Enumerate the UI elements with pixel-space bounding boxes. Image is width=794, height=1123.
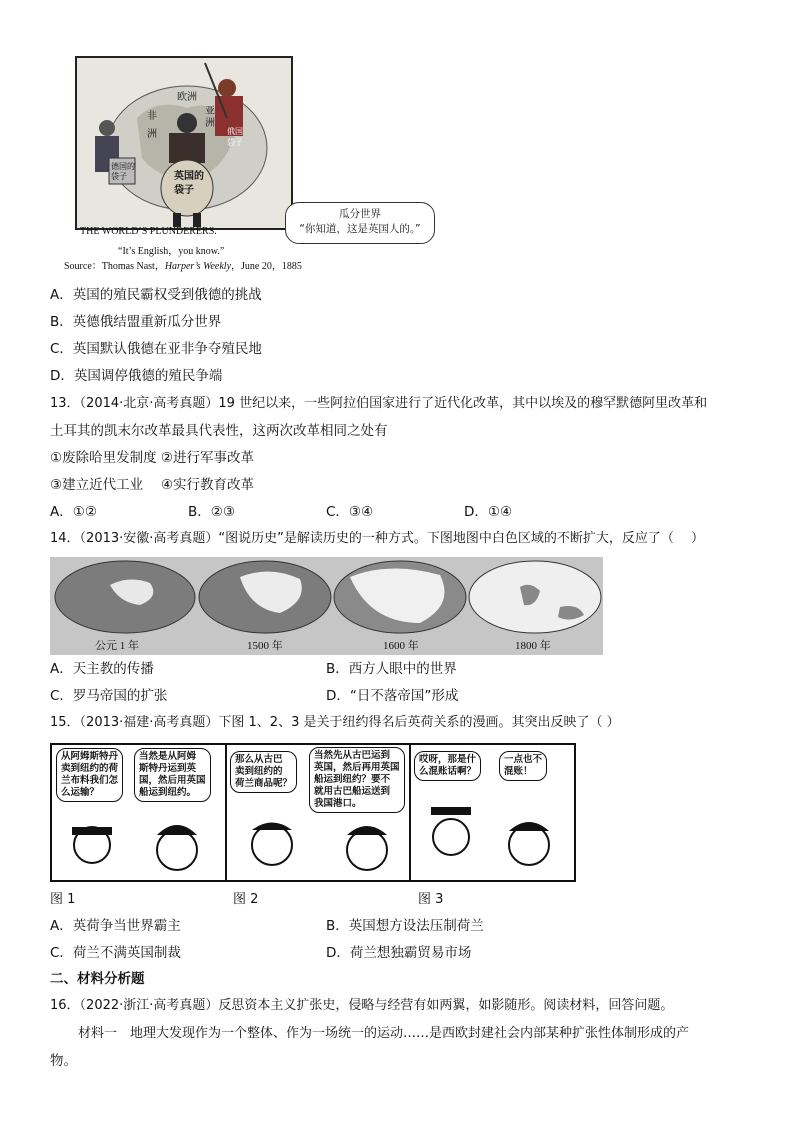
q15-stem: 15．（2013·福建·高考真题）下图 1、2、3 是关于纽约得名后英荷关系的漫画。其突出反映了（ ）: [50, 715, 620, 730]
fig-label-1: 图 1: [50, 892, 76, 907]
q15-option-c: C．荷兰不满英国制裁: [50, 945, 181, 961]
q12-option-c: C．英国默认俄德在亚非争夺殖民地: [50, 341, 262, 357]
cartoon-source: [64, 257, 302, 272]
q13-option-d: D．①④: [464, 504, 513, 520]
q16-material1-line2: 物。: [50, 1053, 77, 1069]
comic-panel-3: [411, 745, 574, 880]
q12-option-d: D．英国调停俄德的殖民争端: [50, 368, 223, 384]
section-heading: 二、材料分析题: [50, 971, 145, 987]
world-maps-strip: [50, 557, 603, 655]
speech-3: 那么从古巴 卖到纽约的 荷兰商品呢？: [230, 751, 297, 793]
label-africa: 非洲: [147, 111, 157, 140]
cartoon-source-journal: Harper’s Weekly: [164, 261, 232, 272]
speech-6: 一点也不 混账！: [499, 751, 547, 781]
label-europe: 欧洲: [177, 92, 197, 103]
bubble-text: “你知道，这是英国人的。”: [299, 223, 421, 235]
cartoon-title: THE WORLD’S PLUNDERERS.: [80, 226, 217, 237]
speech-1: 从阿姆斯特丹 卖到纽约的荷 兰布料我们怎 么运输？: [56, 748, 123, 802]
q14-option-c: C．罗马帝国的扩张: [50, 688, 168, 704]
q13-stem-line1: 13．（2014·北京·高考真题）19 世纪以来，一些阿拉伯国家进行了近代化改革，其中以埃及的穆罕默德阿里改革和: [50, 396, 708, 411]
cartoon-world-plunderers: [75, 56, 293, 230]
cartoon-source-prefix: Source：Thomas Nast，: [64, 261, 165, 272]
q14-stem: 14．（2013·安徽·高考真题）“图说历史”是解读历史的一种方式。下图地图中白色区域的不断扩大，反应了（ ）: [50, 531, 704, 546]
label-english-bag: 英国的 袋子: [174, 171, 204, 196]
cartoon-quote: “It’s English，you know.”: [118, 246, 225, 257]
speech-2: 当然是从阿姆 斯特丹运到英 国，然后用英国 船运到纽约。: [134, 748, 211, 802]
q13-items-1: ①废除哈里发制度 ②进行军事改革: [50, 450, 254, 466]
q15-option-a: A．英荷争当世界霸主: [50, 918, 181, 934]
label-asia: 亚洲: [205, 106, 215, 129]
q14-option-b: B．西方人眼中的世界: [326, 661, 457, 677]
cartoon-source-date: ，June 20，1885: [231, 261, 302, 272]
bubble-title: 瓜分世界: [339, 208, 381, 220]
q14-option-a: A．天主教的传播: [50, 661, 154, 677]
speech-bubble: [285, 202, 435, 244]
speech-5: 哎呀，那是什 么混账话啊？: [414, 751, 481, 781]
map-label-4: 1800 年: [515, 640, 551, 652]
comic-panel-1: [52, 745, 227, 880]
q12-option-a: A．英国的殖民霸权受到俄德的挑战: [50, 287, 262, 303]
q16-material1-line1: 材料一 地理大发现作为一个整体、作为一场统一的运动……是西欧封建社会内部某种扩张性体制形成的产: [78, 1026, 690, 1041]
speech-4: 当然先从古巴运到 英国，然后再用英国 船运到纽约？要不 就用古巴船运送到 我国港口。: [309, 747, 405, 813]
label-german-bag: 德国的 袋子: [111, 162, 135, 181]
label-russia-bag: 俄国 袋子: [227, 127, 243, 147]
fig-label-2: 图 2: [233, 892, 259, 907]
map-label-1: 公元 1 年: [95, 640, 139, 652]
q12-option-b: B．英德俄结盟重新瓜分世界: [50, 314, 222, 330]
comic-panel-2: [227, 745, 411, 880]
q13-option-b: B．②③: [188, 504, 235, 520]
map-label-2: 1500 年: [247, 640, 283, 652]
map-label-3: 1600 年: [383, 640, 419, 652]
q13-option-c: C．③④: [326, 504, 374, 520]
q13-option-a: A．①②: [50, 504, 97, 520]
q13-items-2: ③建立近代工业 ④实行教育改革: [50, 477, 254, 493]
q15-option-d: D．荷兰想独霸贸易市场: [326, 945, 472, 961]
q13-stem-line2: 土耳其的凯末尔改革最具代表性，这两次改革相同之处有: [50, 423, 388, 439]
fig-label-3: 图 3: [418, 892, 444, 907]
q14-option-d: D．“日不落帝国”形成: [326, 688, 459, 704]
cartoon-illustration: [77, 58, 291, 228]
q15-option-b: B．英国想方设法压制荷兰: [326, 918, 484, 934]
comic-strip: [50, 743, 576, 882]
q16-stem: 16．（2022·浙江·高考真题）反思资本主义扩张史，侵略与经营有如两翼，如影随形。阅读材料，回答问题。: [50, 998, 674, 1013]
